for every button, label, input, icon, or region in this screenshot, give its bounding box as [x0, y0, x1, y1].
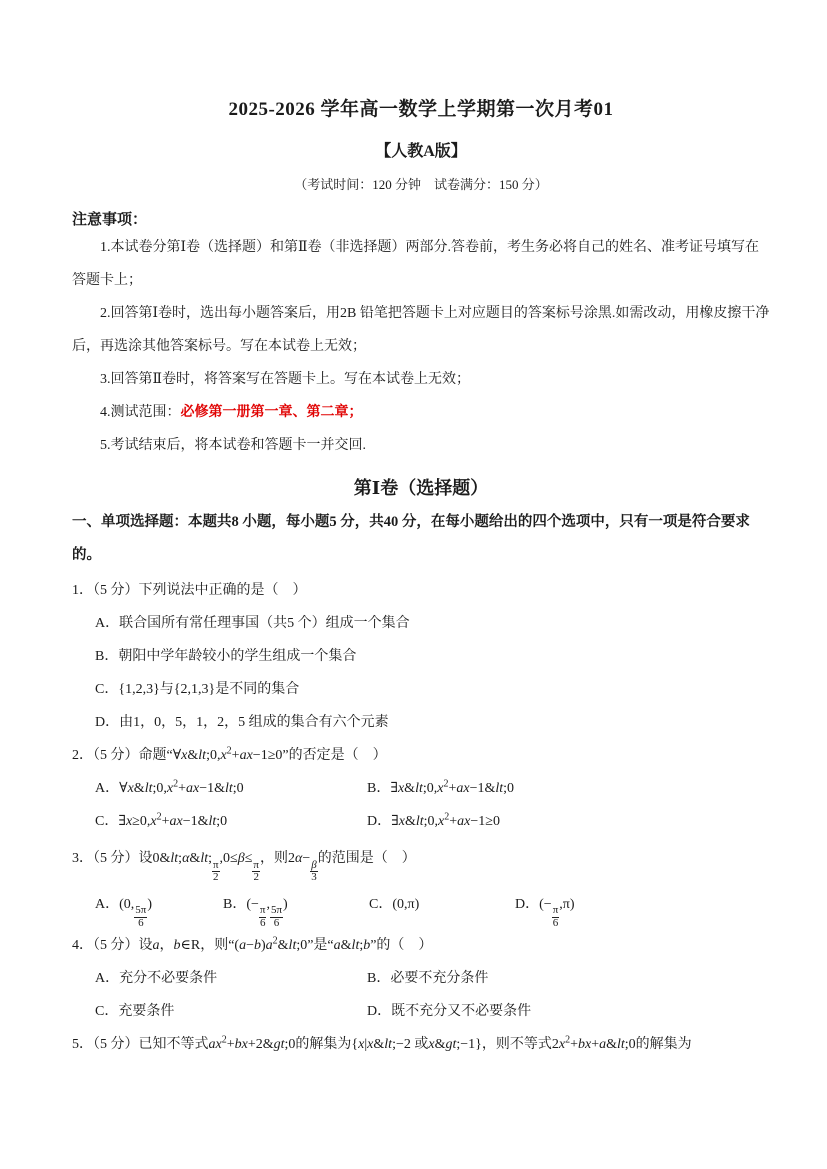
question-2-option-d	[367, 805, 770, 838]
option-letter: C．	[369, 896, 393, 912]
question-5-number: 5．	[72, 1037, 93, 1053]
question-2-stem-text: （5 分）命题“$\forall x\&lt;0,x^2+ax-1\ge 0$”的否定是（ ）	[93, 745, 387, 763]
section-title: 第Ⅰ卷（选择题）	[353, 478, 489, 498]
option-text: 必要不充分条件	[390, 971, 489, 987]
option-letter: A．	[95, 781, 120, 796]
question-4-option-b	[367, 962, 770, 995]
option-text: $\exists x\&lt;0,x^2+ax-1\ge 0$	[391, 811, 500, 829]
section-intro: 一、单项选择题：本题共8 小题，每小题5 分，共40 分，在每小题给出的四个选项中，只有一项是符合要求的。	[72, 514, 750, 563]
question-2-number: 2．	[72, 748, 93, 763]
option-letter: B．	[367, 971, 391, 987]
option-text: (− $\frac{\pi}{6}$ ,π)	[539, 896, 575, 929]
option-text: (0,π)	[392, 896, 420, 912]
notice-range-highlight: 必修第一册第一章、第二章；	[180, 405, 363, 420]
notice-item-2: 2.回答第Ⅰ卷时，选出每小题答案后，用2B 铅笔把答题卡上对应题目的答案标号涂黑.如需改动，用橡皮擦干净后，再选涂其他答案标号。写在本试卷上无效；	[72, 306, 770, 354]
question-2-options	[95, 772, 770, 838]
question-1-option-b	[95, 640, 770, 673]
question-2-option-b	[367, 772, 770, 805]
question-5-stem-text: （5 分）已知不等式$ax^2+bx+2\&gt;0$的解集为{x|x&lt;−2 或x&gt;−1}，则不等式$2x^2+bx+a\&lt;0$的解集为	[93, 1034, 692, 1053]
question-4-stem-text: （5 分）设a，b∈R，则“$(a-b)a^2\&lt;0$”是“a&lt;b”的（ ）	[93, 935, 433, 954]
question-2	[72, 739, 770, 838]
option-text: {1,2,3}与{2,1,3}是不同的集合	[118, 682, 300, 697]
question-2-option-c	[95, 805, 367, 838]
notice-heading: 注意事项：	[72, 212, 148, 228]
question-1-options	[95, 607, 770, 739]
option-text: (− $\frac{\pi}{6}$ , $\frac{5\pi}{6}$ )	[246, 896, 288, 929]
question-5	[72, 1028, 770, 1061]
option-text: 既不充分又不必要条件	[391, 1004, 532, 1020]
option-letter: A．	[95, 896, 120, 912]
question-4	[72, 929, 770, 1028]
option-text: $\exists x\ge 0,x^2+ax-1\&lt;0$	[118, 811, 228, 829]
option-text: 充要条件	[118, 1004, 175, 1020]
question-3-stem-text: （5 分）设0&lt;α&lt; $\frac{\pi}{2}$ ,0≤β≤ $\frac{\pi}{2}$ ，则2α− $\frac{\beta}{3}$ 的范围是（ ）	[93, 851, 416, 884]
question-5-stem	[72, 1028, 770, 1061]
option-text: $\forall x\&lt;0,x^2+ax-1\&lt;0$	[119, 778, 244, 796]
question-3-option-a	[95, 884, 223, 930]
question-4-option-c	[95, 995, 367, 1028]
edition-label: 【人教A版】	[375, 143, 467, 160]
option-letter: B．	[223, 896, 247, 912]
question-4-number: 4．	[72, 938, 93, 954]
option-letter: D．	[367, 1004, 392, 1020]
notice-item-4	[72, 396, 770, 429]
option-text: 朝阳中学年龄较小的学生组成一个集合	[118, 649, 357, 664]
question-1-stem	[72, 574, 770, 607]
option-letter: A．	[95, 971, 120, 987]
option-letter: B．	[95, 649, 119, 664]
question-2-stem	[72, 739, 770, 772]
question-3-number: 3．	[72, 851, 93, 866]
option-letter: D．	[515, 896, 540, 912]
notice-item-4-prefix: 4.测试范围：	[100, 405, 181, 420]
question-4-options	[95, 962, 770, 1028]
notice-item-5: 5.考试结束后，将本试卷和答题卡一并交回.	[100, 438, 366, 453]
question-1-stem-text: （5 分）下列说法中正确的是（ ）	[93, 583, 307, 598]
question-1-option-d	[95, 706, 770, 739]
question-4-option-d	[367, 995, 770, 1028]
notice-item-1: 1.本试卷分第Ⅰ卷（选择题）和第Ⅱ卷（非选择题）两部分.答卷前，考生务必将自己的姓名、准考证号填写在答题卡上；	[72, 240, 760, 288]
page-title: 2025-2026 学年高一数学上学期第一次月考01	[228, 99, 614, 120]
option-letter: A．	[95, 616, 120, 631]
question-1-option-a	[95, 607, 770, 640]
question-2-option-a	[95, 772, 367, 805]
exam-info: （考试时间：120 分钟 试卷满分：150 分）	[294, 177, 548, 192]
option-letter: B．	[367, 781, 391, 796]
option-letter: C．	[95, 1004, 119, 1020]
option-letter: D．	[95, 715, 120, 730]
option-text: 充分不必要条件	[119, 971, 218, 987]
option-letter: D．	[367, 814, 392, 829]
question-1-number: 1．	[72, 583, 93, 598]
option-text: (0, $\frac{5\pi}{6}$ )	[119, 896, 153, 929]
notice-item-3: 3.回答第Ⅱ卷时，将答案写在答题卡上。写在本试卷上无效；	[100, 372, 471, 387]
question-3-options	[95, 884, 770, 930]
option-letter: C．	[95, 814, 119, 829]
question-4-stem	[72, 929, 770, 962]
option-letter: C．	[95, 682, 119, 697]
option-text: 联合国所有常任理事国（共5 个）组成一个集合	[119, 616, 410, 631]
option-text: 由1，0，5，1，2，5 组成的集合有六个元素	[119, 715, 389, 730]
question-3-option-c	[369, 884, 515, 930]
question-3-option-d	[515, 884, 770, 930]
question-3-option-b	[223, 884, 369, 930]
question-1-option-c	[95, 673, 770, 706]
question-3	[72, 838, 770, 929]
question-1	[72, 574, 770, 739]
option-text: $\exists x\&lt;0,x^2+ax-1\&lt;0$	[390, 778, 515, 796]
question-3-stem	[72, 838, 770, 884]
question-4-option-a	[95, 962, 367, 995]
